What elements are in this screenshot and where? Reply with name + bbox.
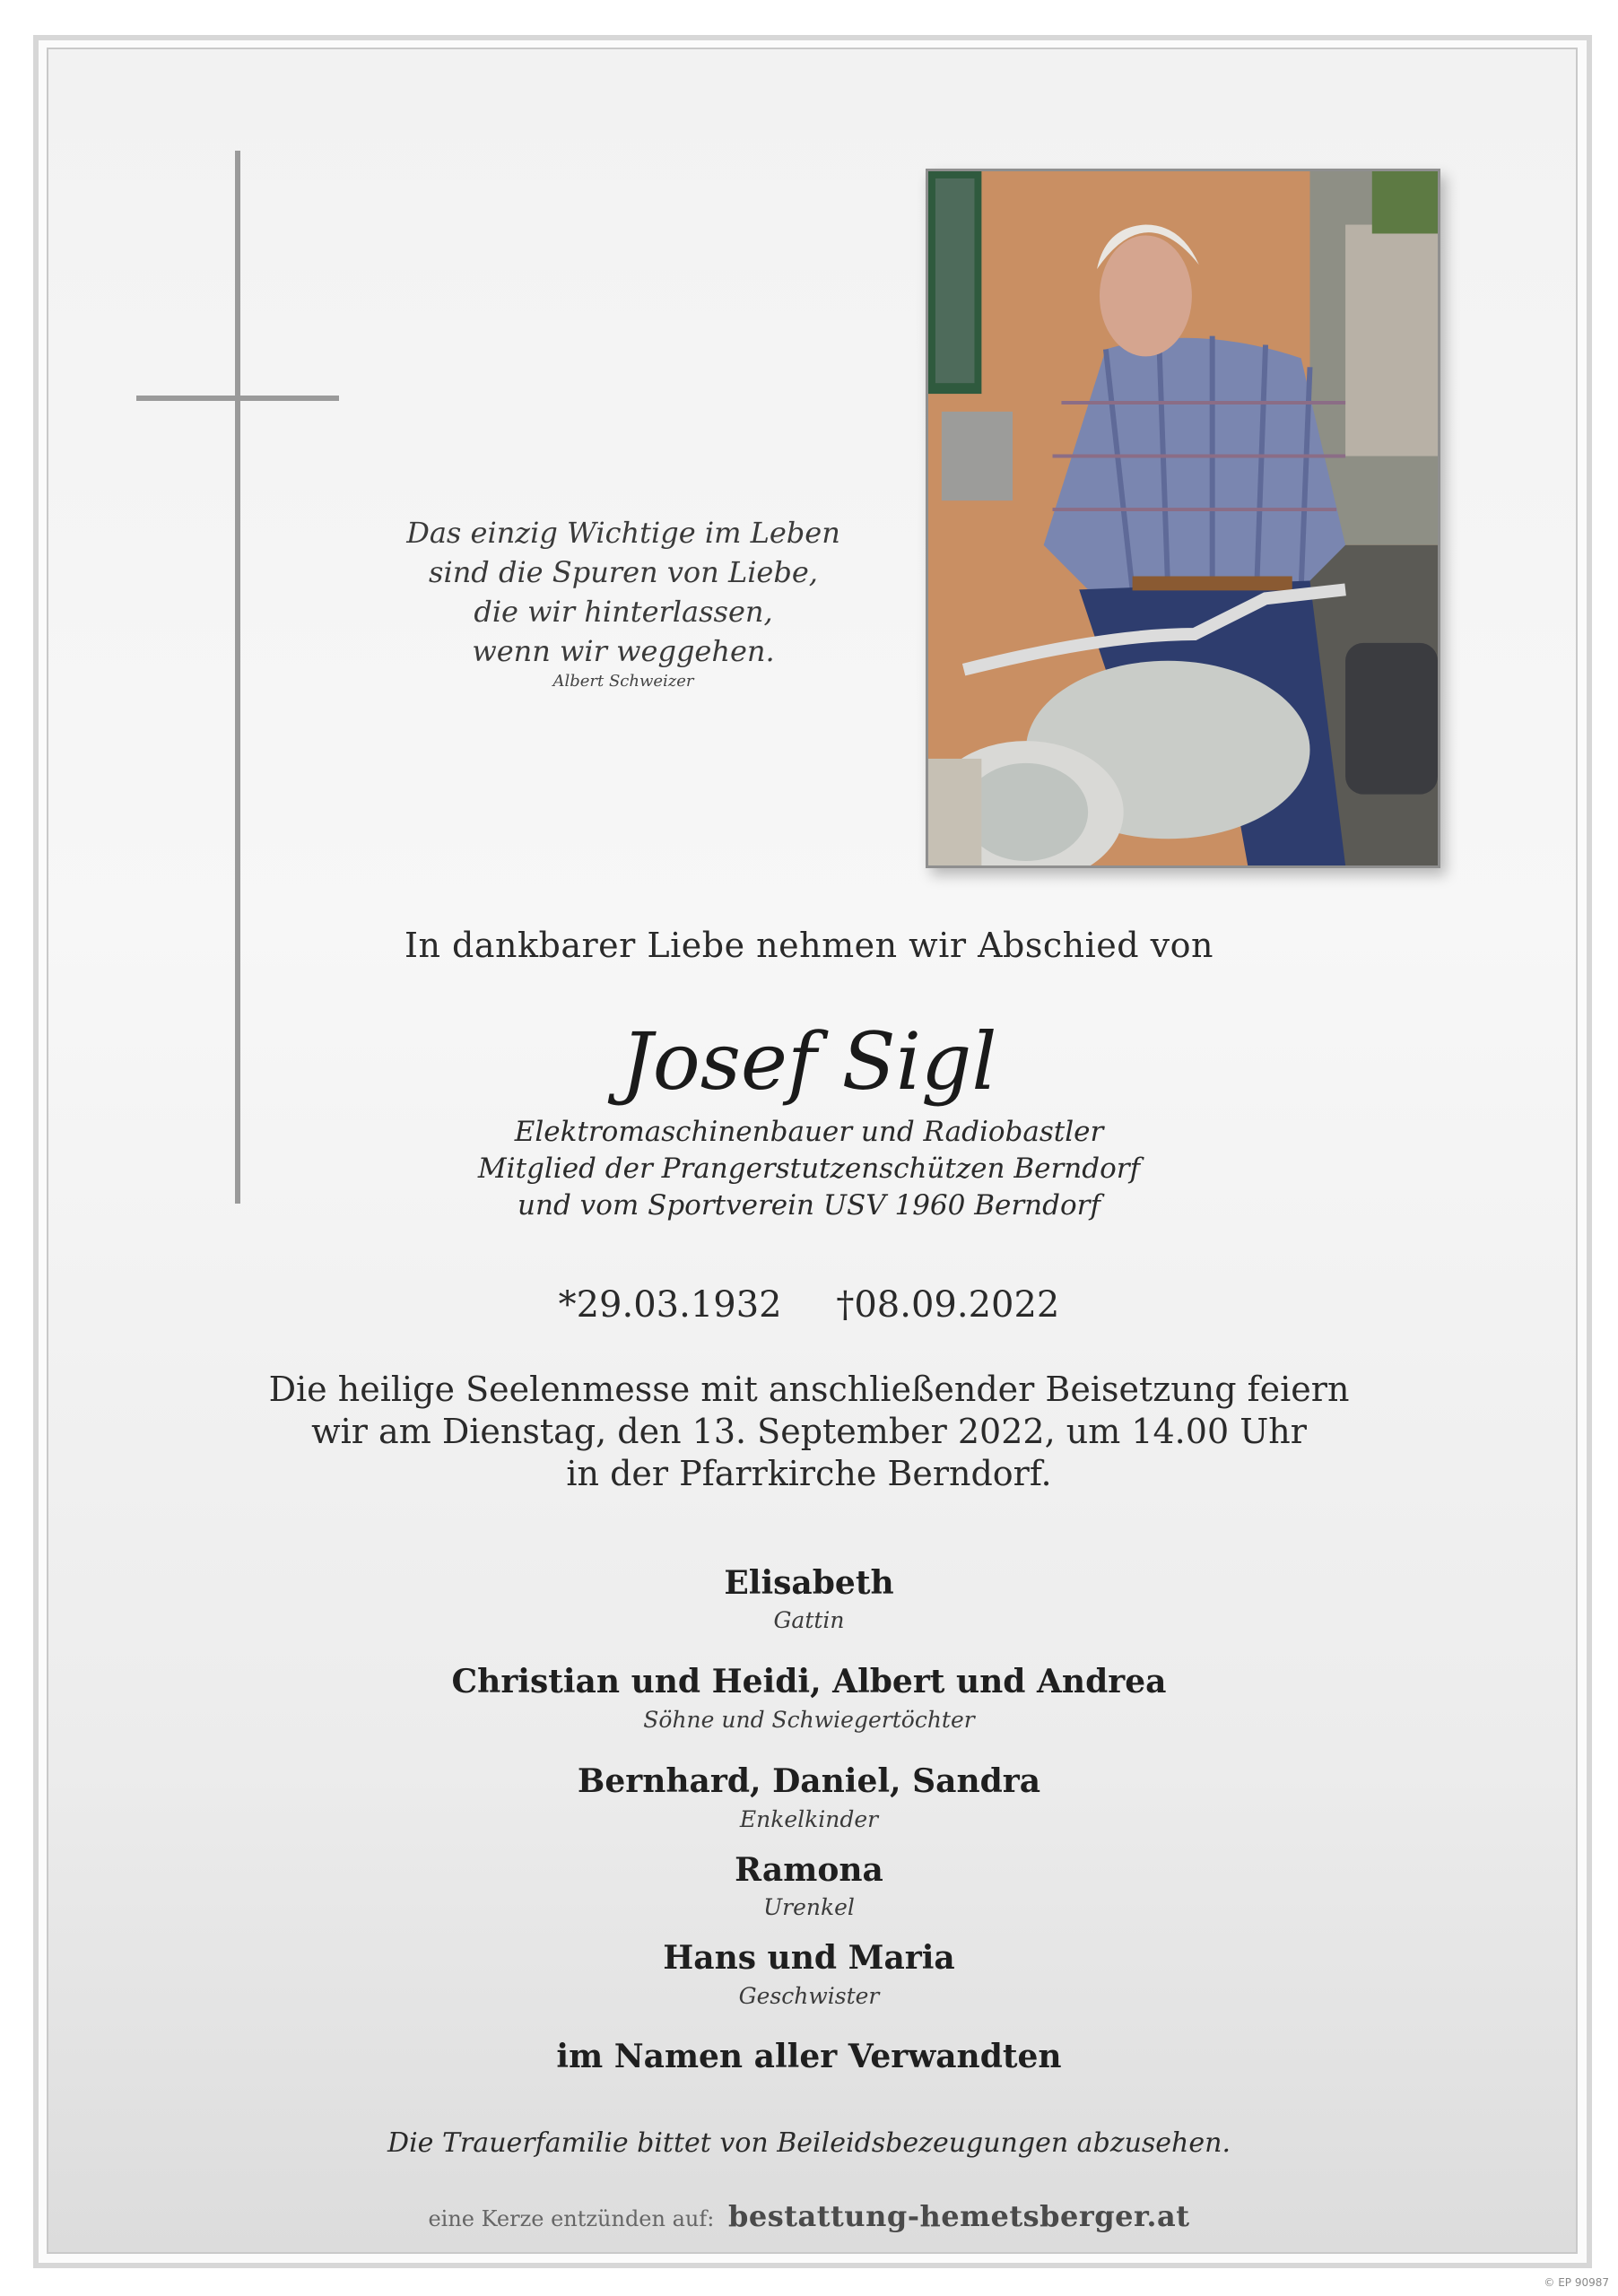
closing-note: Die Trauerfamilie bittet von Beileidsbezeugungen abzusehen. bbox=[387, 2127, 1231, 2159]
death-date: †08.09.2022 bbox=[836, 1284, 1060, 1326]
life-dates bbox=[0, 1284, 1618, 1326]
family-role: Söhne und Schwiegertöchter bbox=[643, 1707, 975, 1733]
family-role: Gattin bbox=[773, 1607, 845, 1633]
quote-line: sind die Spuren von Liebe, bbox=[429, 555, 818, 589]
deceased-name: Josef Sigl bbox=[621, 1015, 997, 1108]
quote-line: Das einzig Wichtige im Leben bbox=[406, 516, 840, 550]
family-names: Elisabeth bbox=[724, 1564, 894, 1602]
footer-prefix: eine Kerze entzünden auf: bbox=[428, 2206, 715, 2231]
website-link[interactable]: bestattung-hemetsberger.at bbox=[727, 2199, 1190, 2233]
family-role: Urenkel bbox=[763, 1894, 855, 1920]
service-line: Die heilige Seelenmesse mit anschließender Beisetzung feiern bbox=[268, 1370, 1350, 1409]
cross-icon-horizontal bbox=[136, 396, 339, 401]
quote-author: Albert Schweizer bbox=[552, 672, 694, 691]
portrait-photo bbox=[926, 169, 1440, 868]
candle-footer bbox=[0, 2199, 1618, 2233]
description-line: Elektromaschinenbauer und Radiobastler bbox=[514, 1116, 1104, 1148]
family-names: Ramona bbox=[735, 1851, 883, 1889]
description-line: und vom Sportverein USV 1960 Berndorf bbox=[518, 1189, 1100, 1222]
family-names: Bernhard, Daniel, Sandra bbox=[577, 1762, 1041, 1800]
portrait-image bbox=[928, 171, 1438, 865]
family-role: Enkelkinder bbox=[739, 1806, 879, 1832]
all-relatives: im Namen aller Verwandten bbox=[556, 2038, 1062, 2075]
family-role: Geschwister bbox=[738, 1983, 880, 2009]
print-code: © EP 90987 bbox=[1544, 2276, 1609, 2289]
service-line: in der Pfarrkirche Berndorf. bbox=[566, 1454, 1052, 1493]
memorial-quote bbox=[404, 513, 843, 692]
birth-date: *29.03.1932 bbox=[558, 1284, 782, 1326]
family-names: Christian und Heidi, Albert und Andrea bbox=[451, 1663, 1167, 1700]
quote-line: die wir hinterlassen, bbox=[474, 595, 773, 629]
service-announcement bbox=[0, 1369, 1618, 1495]
quote-line: wenn wir weggehen. bbox=[472, 634, 775, 668]
farewell-intro: In dankbarer Liebe nehmen wir Abschied von bbox=[404, 926, 1214, 965]
service-line: wir am Dienstag, den 13. September 2022, um 14.00 Uhr bbox=[311, 1412, 1307, 1451]
family-names: Hans und Maria bbox=[663, 1939, 955, 1977]
description-line: Mitglied der Prangerstutzenschützen Berndorf bbox=[477, 1152, 1141, 1185]
deceased-description bbox=[0, 1114, 1618, 1224]
